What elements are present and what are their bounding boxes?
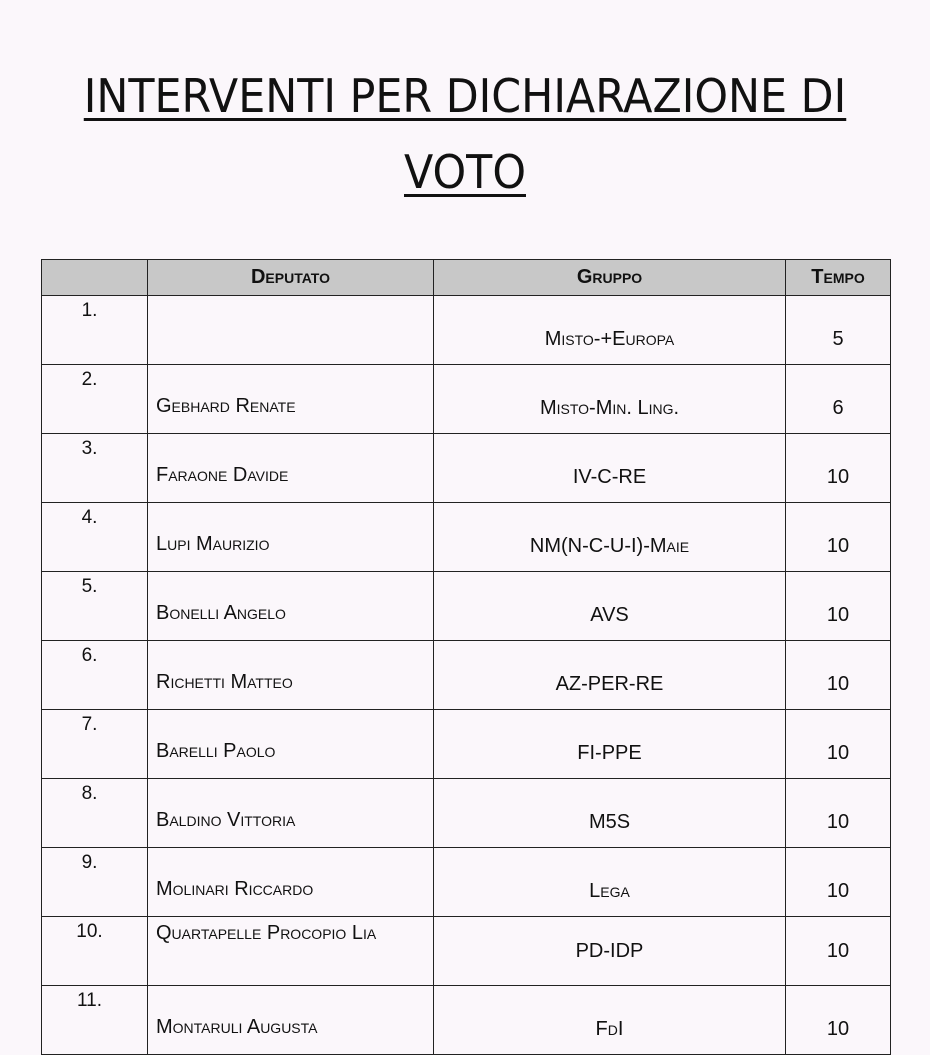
row-deputato: Richetti Matteo [148,641,434,710]
row-deputato [148,296,434,365]
table-row [42,641,891,710]
row-number: 10. [42,917,148,986]
row-gruppo: M5S [434,779,786,848]
table-row [42,503,891,572]
row-number: 4. [42,503,148,572]
row-deputato: Montaruli Augusta [148,986,434,1055]
row-gruppo: AVS [434,572,786,641]
row-tempo: 10 [786,434,891,503]
row-gruppo: NM(N-C-U-I)-Maie [434,503,786,572]
table-row [42,986,891,1055]
row-deputato: Quartapelle Procopio Lia [148,917,434,986]
row-tempo: 10 [786,917,891,986]
row-gruppo: Misto-+Europa [434,296,786,365]
row-number: 9. [42,848,148,917]
header-gruppo: Gruppo [434,260,786,296]
row-tempo: 6 [786,365,891,434]
header-deputato: Deputato [148,260,434,296]
row-deputato: Baldino Vittoria [148,779,434,848]
header-row [42,260,891,296]
speakers-table [41,259,891,1055]
row-deputato: Faraone Davide [148,434,434,503]
row-number: 5. [42,572,148,641]
row-tempo: 10 [786,641,891,710]
table-row [42,779,891,848]
row-tempo: 10 [786,572,891,641]
table-row [42,296,891,365]
header-tempo: Tempo [786,260,891,296]
row-number: 8. [42,779,148,848]
table-body [42,296,891,1055]
row-number: 7. [42,710,148,779]
row-tempo: 10 [786,779,891,848]
table-row [42,572,891,641]
row-deputato: Bonelli Angelo [148,572,434,641]
table-row [42,710,891,779]
table-row [42,848,891,917]
row-gruppo: IV-C-RE [434,434,786,503]
row-gruppo: Lega [434,848,786,917]
row-gruppo: FdI [434,986,786,1055]
row-deputato: Barelli Paolo [148,710,434,779]
table-header [42,260,891,296]
table-row [42,434,891,503]
header-number [42,260,148,296]
page-title: INTERVENTI PER DICHIARAZIONE DI VOTO [83,69,847,199]
row-tempo: 10 [786,986,891,1055]
row-gruppo: AZ-PER-RE [434,641,786,710]
row-gruppo: Misto-Min. Ling. [434,365,786,434]
row-deputato: Lupi Maurizio [148,503,434,572]
row-tempo: 10 [786,848,891,917]
row-gruppo: PD-IDP [434,917,786,986]
row-number: 2. [42,365,148,434]
row-number: 11. [42,986,148,1055]
row-tempo: 5 [786,296,891,365]
table-row [42,917,891,986]
row-tempo: 10 [786,710,891,779]
row-gruppo: FI-PPE [434,710,786,779]
row-number: 1. [42,296,148,365]
row-number: 6. [42,641,148,710]
row-tempo: 10 [786,503,891,572]
row-deputato: Gebhard Renate [148,365,434,434]
row-number: 3. [42,434,148,503]
row-deputato: Molinari Riccardo [148,848,434,917]
table-row [42,365,891,434]
